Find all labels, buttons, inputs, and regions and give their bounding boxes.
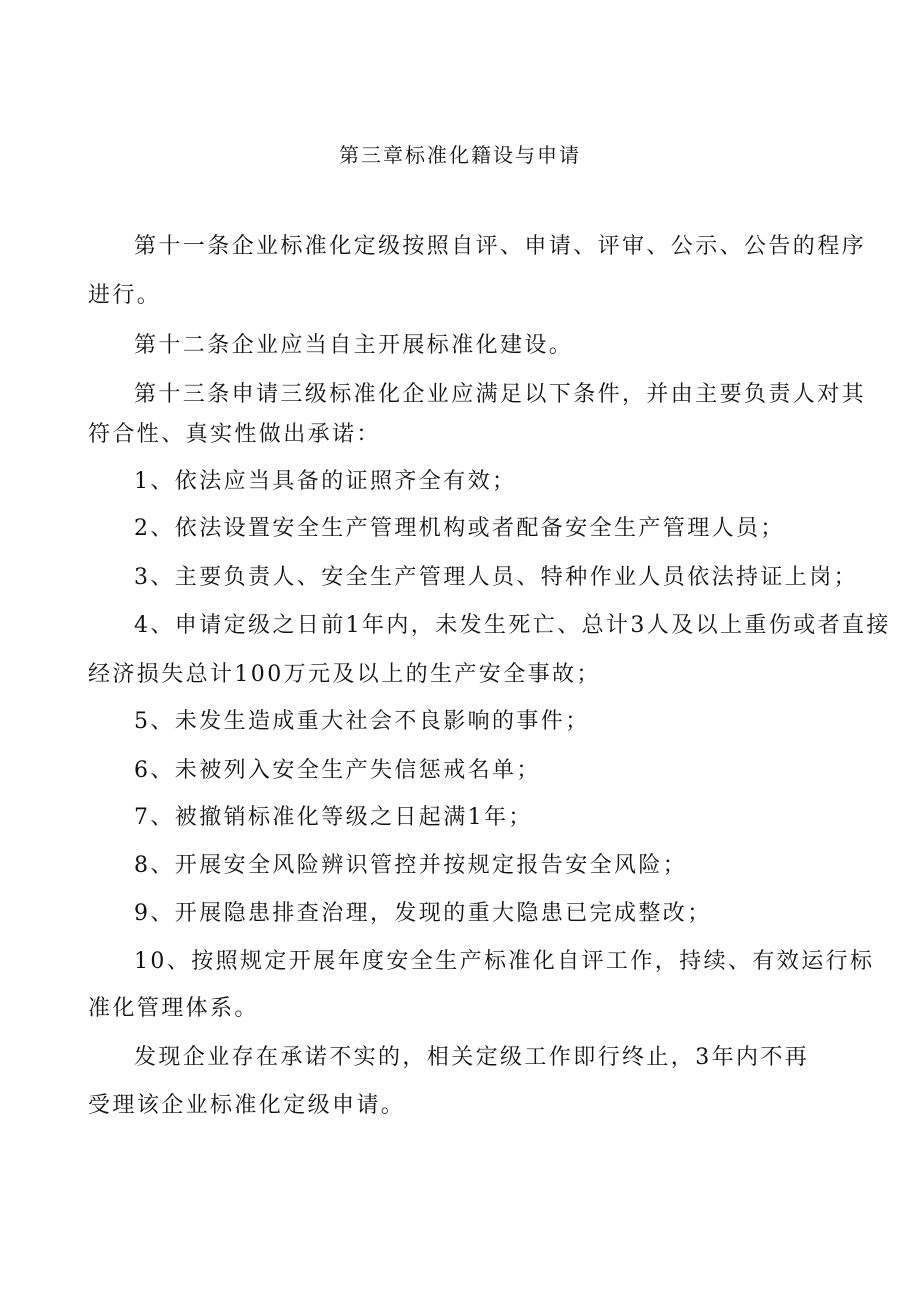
condition-3: 3、主要负责人、安全生产管理人员、特种作业人员依法持证上岗； xyxy=(134,565,858,590)
condition-8: 8、开展安全风险辨识管控并按规定报告安全风险； xyxy=(134,853,688,878)
closing-line-2: 受理该企业标准化定级申请。 xyxy=(88,1093,406,1118)
condition-1: 1、依法应当具备的证照齐全有效； xyxy=(134,469,517,494)
condition-7: 7、被撤销标准化等级之日起满1年； xyxy=(134,805,533,830)
condition-6: 6、未被列入安全生产失信惩戒名单； xyxy=(134,758,541,783)
article-12: 第十二条企业应当自主开展标准化建设。 xyxy=(134,333,574,358)
article-13-line-2: 符合性、真实性做出承诺： xyxy=(88,422,381,447)
article-11-line-2: 进行。 xyxy=(88,283,162,308)
closing-line-1: 发现企业存在承诺不实的，相关定级工作即行终止，3年内不再 xyxy=(134,1045,810,1070)
condition-4-line-2: 经济损失总计100万元及以上的生产安全事故； xyxy=(88,662,601,687)
condition-10-line-1: 10、按照规定开展年度安全生产标准化自评工作，持续、有效运行标 xyxy=(134,949,875,974)
condition-9: 9、开展隐患排查治理，发现的重大隐患已完成整改； xyxy=(134,901,712,926)
condition-4-line-1: 4、申请定级之日前1年内，未发生死亡、总计3人及以上重伤或者直接 xyxy=(134,613,891,638)
article-11-line-1: 第十一条企业标准化定级按照自评、申请、评审、公示、公告的程序 xyxy=(134,234,867,259)
chapter-title: 第三章标准化籍设与申请 xyxy=(339,143,581,167)
article-13-line-1: 第十三条申请三级标准化企业应满足以下条件，并由主要负责人对其 xyxy=(134,382,867,407)
condition-5: 5、未发生造成重大社会不良影响的事件； xyxy=(134,709,590,734)
condition-2: 2、依法设置安全生产管理机构或者配备安全生产管理人员； xyxy=(134,516,785,541)
condition-10-line-2: 准化管理体系。 xyxy=(88,996,259,1021)
